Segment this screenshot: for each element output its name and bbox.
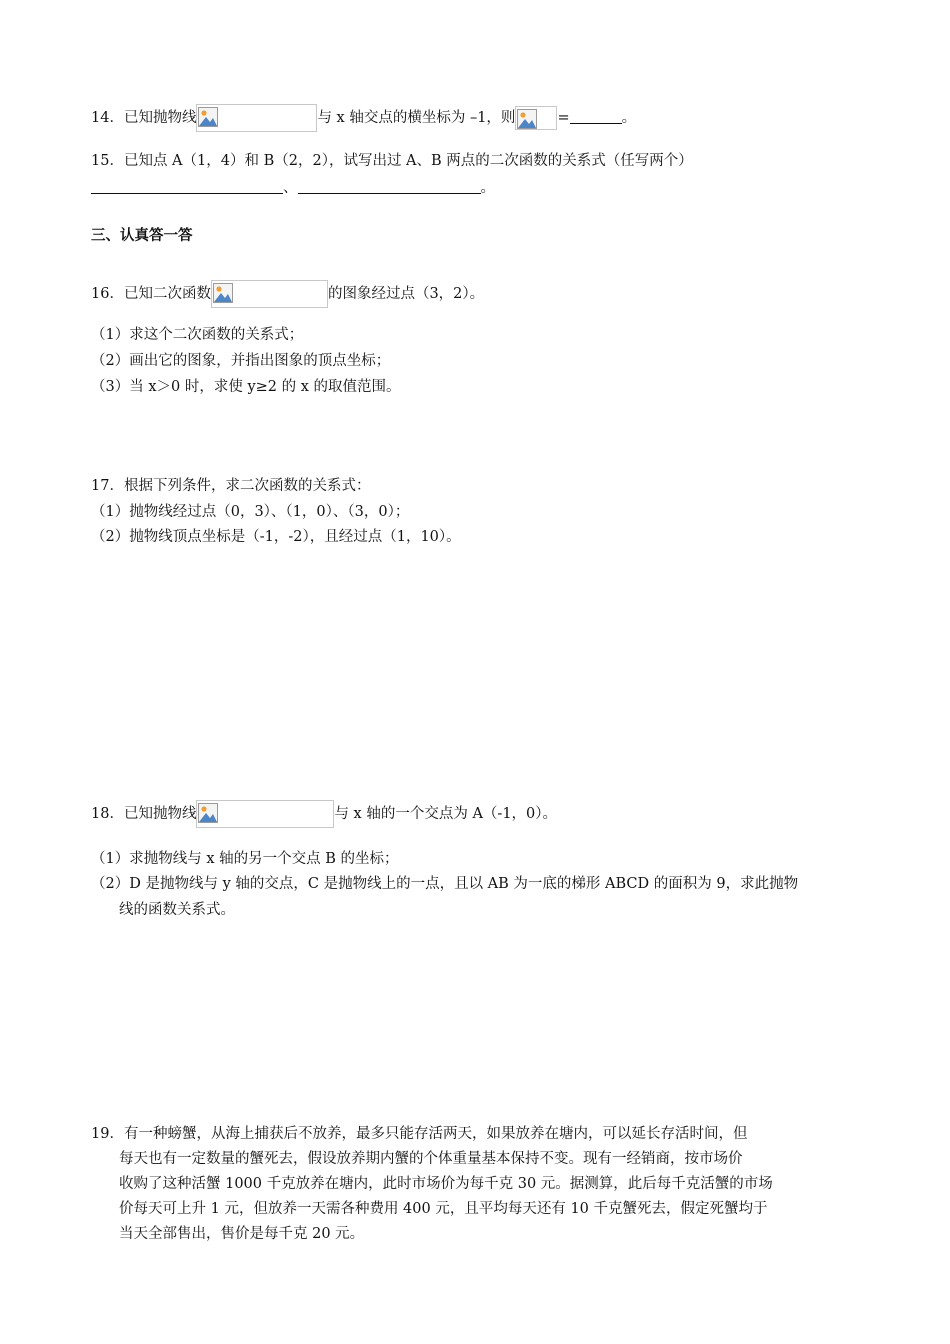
q16-part-1: （1）求这个二次函数的关系式； [91,327,304,343]
question-19-line-5: 当天全部售出，售价是每千克 20 元。 [119,1226,365,1242]
q17-part-2: （2）抛物线顶点坐标是（-1，-2），且经过点（1，10）。 [91,529,461,545]
question-16 [91,280,484,308]
broken-image-icon [196,104,317,132]
q16-part-3: （3）当 x＞0 时，求使 y≥2 的 x 的取值范围。 [91,379,401,395]
q18-part-2-cont: 线的函数关系式。 [119,902,235,918]
question-17: 17．根据下列条件，求二次函数的关系式： [91,478,371,494]
q18-prefix: 18．已知抛物线 [91,806,197,822]
question-15: 15．已知点 A（1，4）和 B（2，2），试写出过 A、B 两点的二次函数的关系式（任写两个） [91,153,693,169]
q15-separator: 、 [283,180,298,196]
broken-image-icon [211,280,328,308]
question-19-line-1: 19．有一种螃蟹，从海上捕获后不放养，最多只能存活两天，如果放养在塘内，可以延长存活时间，但 [91,1126,748,1142]
q16-part-2: （2）画出它的图象，并指出图象的顶点坐标； [91,353,391,369]
question-19-line-2: 每天也有一定数量的蟹死去，假设放养期内蟹的个体重量基本保持不变。现有一经销商，按市场价 [119,1151,743,1167]
question-14 [91,104,636,132]
answer-blank[interactable] [570,109,622,124]
q15-end: 。 [480,180,495,196]
q16-prefix: 16．已知二次函数 [91,286,211,302]
q14-middle: 与 x 轴交点的横坐标为 –1，则 [317,110,516,126]
q14-prefix: 14．已知抛物线 [91,110,197,126]
question-18 [91,800,557,828]
broken-image-icon [196,800,334,828]
q16-suffix: 的图象经过点（3，2）。 [327,286,485,302]
q17-part-1: （1）抛物线经过点（0，3）、（1，0）、（3，0）； [91,504,410,520]
q18-part-1: （1）求抛物线与 x 轴的另一个交点 B 的坐标； [91,851,399,867]
broken-image-icon [515,106,557,130]
answer-blank[interactable] [91,179,283,194]
q18-suffix: 与 x 轴的一个交点为 A（-1，0）。 [334,806,558,822]
q18-part-2: （2）D 是抛物线与 y 轴的交点，C 是抛物线上的一点，且以 AB 为一底的梯形 ABCD 的面积为 9，求此抛物 [91,876,799,892]
question-15-blanks [91,178,495,198]
q14-end: 。 [621,110,637,126]
answer-blank[interactable] [298,179,481,194]
q14-equals: = [557,110,570,126]
section-heading: 三、认真答一答 [91,228,193,244]
question-19-line-4: 价每天可上升 1 元，但放养一天需各种费用 400 元，且平均每天还有 10 千克蟹死去，假定死蟹均于 [119,1201,768,1217]
question-19-line-3: 收购了这种活蟹 1000 千克放养在塘内，此时市场价为每千克 30 元。据测算，此后每千克活蟹的市场 [119,1176,773,1192]
